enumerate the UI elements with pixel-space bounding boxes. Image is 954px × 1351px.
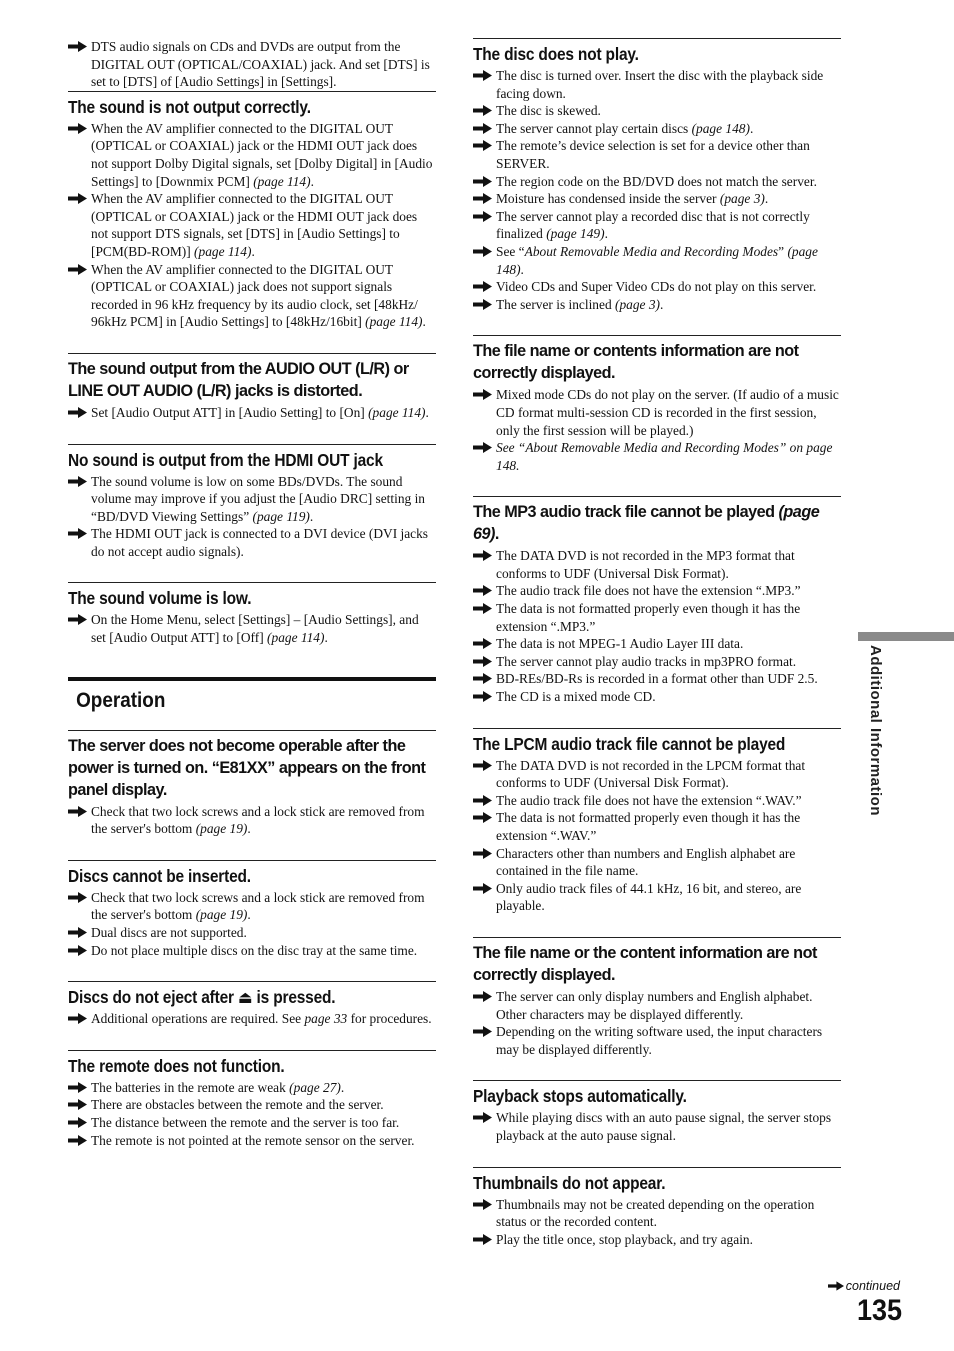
list-item	[473, 386, 841, 439]
arrow-right-icon	[68, 1099, 87, 1110]
text-run: The data is not MPEG-1 Audio Layer III data.	[496, 636, 744, 652]
text-run: The data is not formatted properly even though it has the extension “.MP3.”	[496, 601, 801, 634]
list-item	[473, 190, 841, 208]
arrow-right-icon	[473, 1234, 492, 1245]
text-run: .	[422, 314, 426, 330]
remedy-list	[473, 988, 841, 1058]
operation-heading-block	[68, 677, 436, 716]
text-run: Video CDs and Super Video CDs do not play on this server.	[496, 279, 817, 295]
list-item	[68, 1096, 436, 1114]
text-run: The batteries in the remote are weak	[91, 1079, 290, 1095]
page-reference: (page 69)	[473, 503, 820, 544]
text-run: Check that two lock screws and a lock stick are removed from the server's bottom	[91, 803, 425, 837]
page-reference: (page 114)	[194, 243, 252, 259]
text-run: Additional operations are required. See	[91, 1011, 305, 1027]
list-item	[473, 670, 841, 688]
text-run: The region code on the BD/DVD does not match the server.	[496, 173, 817, 189]
text-run: .	[310, 173, 314, 189]
list-item	[473, 688, 841, 706]
arrow-right-icon	[473, 795, 492, 806]
arrow-right-icon	[68, 1135, 87, 1146]
page-reference: (page 148)	[691, 120, 750, 136]
text-run: The distance between the remote and the server is too far.	[91, 1115, 400, 1130]
list-item	[473, 635, 841, 653]
arrow-right-icon	[68, 614, 87, 625]
arrow-right-icon	[473, 1026, 492, 1037]
text-run: .	[251, 243, 255, 259]
list-item	[473, 582, 841, 600]
text-run: Depending on the writing software used, the input characters may be displayed differently.	[496, 1024, 823, 1057]
text-run: The disc is skewed.	[496, 103, 601, 119]
page-reference: (page 114)	[253, 173, 311, 189]
list-item	[68, 1010, 436, 1028]
remedy-list	[473, 757, 841, 915]
text-run: Discs cannot be inserted.	[68, 865, 251, 886]
trouble-section	[473, 728, 841, 915]
list-item	[68, 803, 436, 838]
text-run: When the AV amplifier connected to the DIGITAL OUT (OPTICAL or COAXIAL) jack does not support signals recorded in 96 kHz frequency by its audio clock, set [48kHz/ 96kHz PCM] in [Audio Settings] to [48kHz/16bit]	[91, 261, 418, 330]
list-item	[473, 208, 841, 243]
list-item	[68, 924, 436, 942]
arrow-right-icon	[473, 281, 492, 292]
list-item	[68, 261, 436, 331]
page-reference: (page 148)	[496, 243, 818, 277]
list-item	[68, 120, 436, 190]
text-run: Set [Audio Output ATT] in [Audio Setting] to [On]	[91, 404, 369, 420]
remedy-list	[68, 889, 436, 959]
arrow-right-icon	[68, 528, 87, 539]
arrow-right-icon	[473, 123, 492, 134]
section-heading	[473, 942, 841, 986]
text-run: When the AV amplifier connected to the DIGITAL OUT (OPTICAL or COAXIAL) jack or the HDMI OUT jack does not support DTS signals, set [DTS] in [Audio Settings] to [PCM(BD-ROM)]	[91, 191, 418, 259]
arrow-right-icon	[68, 945, 87, 956]
trouble-section	[68, 353, 436, 422]
arrow-right-icon	[68, 476, 87, 487]
text-run: The sound is not output correctly.	[68, 96, 311, 117]
remedy-list	[473, 386, 841, 474]
trouble-section	[473, 1080, 841, 1144]
text-run: .	[340, 1079, 345, 1095]
arrow-right-icon	[473, 691, 492, 702]
section-heading	[473, 1172, 804, 1194]
section-heading	[68, 449, 399, 471]
text-run: ”	[778, 243, 788, 259]
trouble-section	[68, 730, 436, 838]
page-reference: page 33	[304, 1011, 348, 1027]
remedy-list	[473, 547, 841, 705]
text-run: The HDMI OUT jack is connected to a DVI device (DVI jacks do not accept audio signals).	[91, 526, 429, 559]
text-run: Do not place multiple discs on the disc tray at the same time.	[91, 942, 418, 958]
text-run: Check that two lock screws and a lock stick are removed from the server's bottom	[91, 889, 425, 923]
text-run: .	[520, 261, 524, 277]
text-run: While playing discs with an auto pause signal, the server stops playback at the auto pause signal.	[496, 1110, 832, 1143]
list-item	[473, 653, 841, 671]
text-run: for procedures.	[347, 1011, 432, 1027]
arrow-right-icon	[473, 1112, 492, 1123]
list-item	[473, 102, 841, 120]
continued-note	[828, 1279, 900, 1293]
list-item	[68, 190, 436, 260]
arrow-right-icon	[68, 1117, 87, 1128]
arrow-right-icon	[473, 603, 492, 614]
arrow-right-icon	[68, 193, 87, 204]
text-run: Play the title once, stop playback, and try again.	[496, 1231, 753, 1247]
text-run: Discs do not eject after	[68, 987, 239, 1008]
arrow-right-icon	[473, 176, 492, 187]
remedy-list	[68, 473, 436, 561]
section-heading	[473, 501, 841, 545]
arrow-right-icon	[473, 673, 492, 684]
remedy-list	[68, 611, 436, 646]
text-run: When the AV amplifier connected to the DIGITAL OUT (OPTICAL or COAXIAL) jack or the HDMI OUT jack does not support Dolby Digital signals, set [Dolby Digital] in [Audio Settings] to [Downmix PCM]	[91, 120, 433, 189]
text-run: The file name or contents information are not correctly displayed.	[473, 342, 799, 383]
remedy-list	[68, 404, 436, 422]
arrow-right-icon	[473, 550, 492, 561]
section-heading	[473, 43, 804, 65]
trouble-section	[68, 981, 436, 1028]
text-run: See “	[496, 243, 525, 259]
section-heading	[68, 865, 399, 887]
section-tab	[858, 632, 954, 641]
text-run: The disc does not play.	[473, 44, 639, 64]
text-run: The server cannot play audio tracks in mp3PRO format.	[496, 653, 797, 669]
text-run: No sound is output from the HDMI OUT jack	[68, 449, 383, 470]
remedy-list	[68, 803, 436, 838]
page-number: 135	[856, 1294, 902, 1327]
text-run: The DATA DVD is not recorded in the LPCM format that conforms to UDF (Universal Disk Format).	[496, 757, 806, 791]
text-run: .	[749, 120, 754, 136]
text-run: The MP3 audio track file cannot be played	[473, 503, 779, 522]
text-run: Mixed mode CDs do not play on the server. (If audio of a music CD format multi-session CD is recorded in the first session, only the first session will be played.)	[496, 387, 839, 438]
arrow-right-icon	[68, 927, 87, 938]
list-item	[473, 278, 841, 296]
trouble-section	[473, 1167, 841, 1249]
trouble-section	[68, 582, 436, 646]
operation-title: Operation	[76, 688, 166, 712]
page-reference: (page 119)	[252, 508, 310, 524]
arrow-right-icon	[473, 883, 492, 894]
trouble-section	[68, 444, 436, 561]
text-run: Only audio track files of 44.1 kHz, 16 bit, and stereo, are playable.	[496, 880, 802, 914]
arrow-right-icon	[68, 41, 87, 52]
arrow-right-icon	[68, 407, 87, 418]
audio-sections	[68, 91, 436, 647]
list-item	[473, 137, 841, 172]
text-run: .	[425, 404, 429, 420]
text-run: The sound volume is low on some BDs/DVDs. The sound volume may improve if you adjust the [Audio DRC] setting in “BD/DVD Viewing Settings”	[91, 473, 425, 524]
page-reference: About Removable Media and Recording Modes	[524, 243, 779, 259]
section-heading	[473, 1085, 804, 1107]
arrow-right-icon	[68, 892, 87, 903]
page-reference: (page 27)	[289, 1079, 341, 1095]
page-reference: (page 114)	[368, 404, 426, 420]
intro-list	[68, 38, 436, 91]
remedy-list	[473, 1109, 841, 1144]
list-item	[68, 404, 436, 422]
right-column	[473, 38, 841, 1270]
text-run: The CD is a mixed mode CD.	[496, 689, 656, 705]
arrow-right-icon	[473, 656, 492, 667]
text-run: The server does not become operable after the power is turned on. “E81XX” appears on the front panel display.	[68, 736, 426, 799]
remedy-list	[473, 67, 841, 313]
operation-sections	[68, 730, 436, 1150]
text-run: .	[660, 296, 664, 312]
text-run: Playback stops automatically.	[473, 1086, 687, 1107]
text-run: Characters other than numbers and English alphabet are contained in the file name.	[496, 845, 796, 879]
text-run: The remote’s device selection is set for a device other than SERVER.	[496, 138, 810, 171]
list-item	[473, 1231, 841, 1249]
trouble-section	[473, 38, 841, 313]
arrow-right-icon	[473, 140, 492, 151]
text-run: The audio track file does not have the extension “.MP3.”	[496, 583, 801, 599]
text-run: Moisture has condensed inside the server	[496, 191, 720, 207]
list-item	[68, 1079, 436, 1097]
trouble-section	[473, 937, 841, 1058]
left-column	[68, 38, 436, 1171]
text-run: The sound output from the AUDIO OUT (L/R) or LINE OUT AUDIO (L/R) jacks is distorted.	[68, 359, 409, 400]
list-item	[473, 845, 841, 880]
arrow-right-icon	[473, 760, 492, 771]
remedy-list	[473, 1196, 841, 1249]
list-item	[473, 809, 841, 844]
page-reference: (page 149)	[546, 226, 605, 242]
arrow-right-icon	[68, 806, 87, 817]
text-run: The data is not formatted properly even though it has the extension “.WAV.”	[496, 810, 801, 843]
text-run: The disc is turned over. Insert the disc with the playback side facing down.	[496, 68, 824, 101]
text-run: There are obstacles between the remote and the server.	[91, 1097, 384, 1113]
list-item	[473, 600, 841, 635]
text-run: The file name or the content information are not correctly displayed.	[473, 943, 817, 984]
list-item	[68, 942, 436, 960]
list-item	[473, 173, 841, 191]
arrow-right-icon	[473, 812, 492, 823]
remedy-list	[68, 1079, 436, 1149]
section-heading	[473, 340, 841, 384]
list-item	[473, 757, 841, 792]
list-item	[68, 525, 436, 560]
arrow-right-icon	[473, 193, 492, 204]
continued-label: continued	[845, 1279, 900, 1293]
text-run: DTS audio signals on CDs and DVDs are output from the DIGITAL OUT (OPTICAL/COAXIAL) jack. And set [DTS] is set to [DTS] of [Audio Settings] in [Settings].	[91, 39, 430, 90]
arrow-right-icon	[68, 1013, 87, 1024]
arrow-right-icon	[473, 991, 492, 1002]
page-reference: (page 19)	[195, 821, 248, 837]
text-run: Thumbnails do not appear.	[473, 1172, 666, 1193]
eject-icon: ⏏	[238, 987, 253, 1008]
trouble-section	[473, 335, 841, 474]
arrow-right-icon	[473, 105, 492, 116]
list-item	[68, 473, 436, 526]
list-item	[473, 439, 841, 474]
list-item	[68, 611, 436, 646]
list-item	[473, 880, 841, 915]
arrow-right-icon	[473, 1199, 492, 1210]
arrow-right-icon	[473, 211, 492, 222]
text-run: The server cannot play a recorded disc that is not correctly finalized	[496, 208, 810, 242]
page-reference: (page 19)	[195, 907, 248, 923]
section-heading	[68, 96, 399, 118]
list-item	[473, 988, 841, 1023]
text-run: Thumbnails may not be created depending on the operation status or the recorded content.	[496, 1196, 815, 1230]
arrow-right-icon	[68, 1082, 87, 1093]
text-run: On the Home Menu, select [Settings] – [Audio Settings], and set [Audio Output ATT] to [Off]	[91, 612, 419, 646]
section-heading	[68, 986, 399, 1008]
text-run: The server cannot play certain discs	[496, 120, 692, 136]
trouble-section	[68, 860, 436, 959]
trouble-section	[473, 496, 841, 705]
list-item	[473, 547, 841, 582]
arrow-right-icon	[473, 70, 492, 81]
section-side-label: Additional Information	[867, 645, 884, 816]
text-run: .	[247, 907, 251, 923]
list-item	[473, 296, 841, 314]
list-item	[68, 889, 436, 924]
text-run: .	[494, 525, 499, 544]
text-run: The sound volume is low.	[68, 588, 252, 609]
page-reference: (page 3)	[719, 191, 765, 207]
text-run: The DATA DVD is not recorded in the MP3 format that conforms to UDF (Universal Disk Format).	[496, 548, 795, 581]
list-item	[473, 243, 841, 278]
section-heading	[68, 358, 436, 402]
list-item	[68, 1114, 436, 1132]
text-run: .	[604, 226, 608, 242]
trouble-section	[68, 1050, 436, 1149]
arrow-right-icon	[473, 638, 492, 649]
text-run: The remote does not function.	[68, 1055, 285, 1076]
text-run: is pressed.	[252, 987, 336, 1008]
page-reference: (page 114)	[267, 630, 325, 646]
text-run: The LPCM audio track file cannot be played	[473, 733, 786, 754]
text-run: The server can only display numbers and English alphabet. Other characters may be displayed differently.	[496, 988, 813, 1022]
section-heading	[473, 733, 804, 755]
text-run: The server is inclined	[496, 296, 615, 312]
list-item	[473, 67, 841, 102]
text-run: .	[309, 508, 314, 524]
list-item	[68, 38, 436, 91]
list-item	[473, 1196, 841, 1231]
text-run: Dual discs are not supported.	[91, 925, 247, 941]
text-run: The audio track file does not have the extension “.WAV.”	[496, 792, 802, 808]
arrow-right-icon	[473, 299, 492, 310]
arrow-right-icon	[828, 1281, 844, 1291]
remedy-list	[68, 1010, 436, 1028]
trouble-section	[68, 91, 436, 331]
text-run: .	[764, 191, 769, 207]
arrow-right-icon	[473, 442, 492, 453]
disc-sections	[473, 38, 841, 1248]
list-item	[473, 792, 841, 810]
arrow-right-icon	[68, 123, 87, 134]
page-reference: (page 114)	[365, 314, 423, 330]
list-item	[473, 1109, 841, 1144]
page-reference: See “About Removable Media and Recording Modes” on page 148.	[496, 440, 833, 473]
list-item	[473, 1023, 841, 1058]
text-run: .	[247, 821, 251, 837]
section-heading	[68, 735, 436, 801]
section-heading	[68, 587, 399, 609]
remedy-list	[68, 120, 436, 331]
list-item	[473, 120, 841, 138]
page-reference: (page 3)	[615, 296, 660, 312]
arrow-right-icon	[473, 246, 492, 257]
arrow-right-icon	[473, 389, 492, 400]
text-run: The remote is not pointed at the remote sensor on the server.	[91, 1132, 415, 1148]
list-item	[68, 1132, 436, 1150]
arrow-right-icon	[473, 585, 492, 596]
arrow-right-icon	[473, 848, 492, 859]
arrow-right-icon	[68, 264, 87, 275]
text-run: .	[324, 630, 328, 646]
text-run: BD-REs/BD-Rs is recorded in a format other than UDF 2.5.	[496, 671, 818, 687]
section-heading	[68, 1055, 399, 1077]
